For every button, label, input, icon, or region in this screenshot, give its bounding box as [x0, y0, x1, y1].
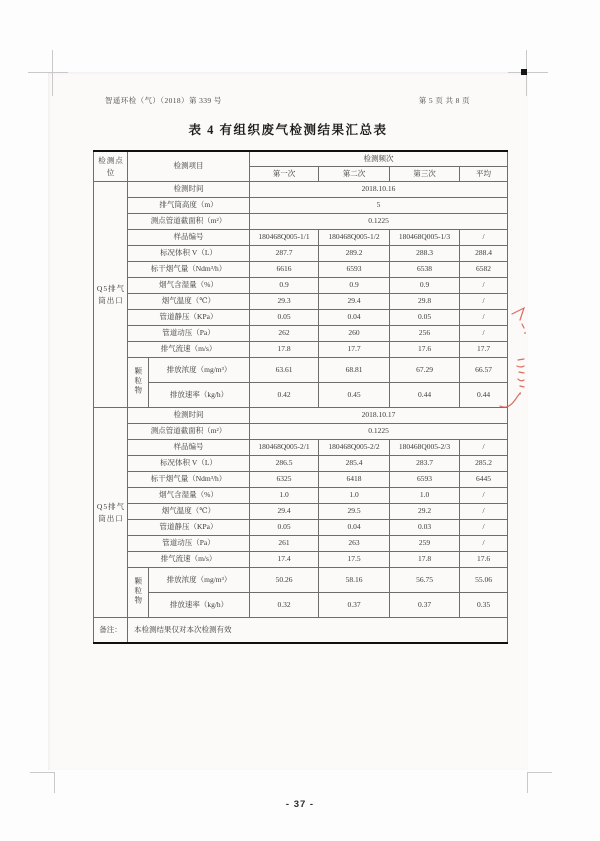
registration-mark [521, 69, 527, 75]
data-cell: 263 [319, 536, 390, 552]
data-cell: 0.04 [319, 310, 390, 326]
frequency-header-cell: 检测频次 [250, 151, 508, 167]
table-row [94, 568, 508, 593]
crop-mark [52, 50, 53, 96]
row-label: 标况体积 V（L） [128, 456, 250, 472]
sampling-location-cell: Q5排气筒出口 [94, 182, 128, 408]
page-indicator: 第 5 页 共 8 页 [418, 96, 470, 105]
data-cell: 0.03 [390, 520, 460, 536]
table-row [94, 278, 508, 294]
data-cell: 56.75 [390, 568, 460, 593]
data-cell: 0.05 [250, 310, 319, 326]
data-cell: 260 [319, 326, 390, 342]
row-label: 排放浓度（mg/m³） [149, 568, 250, 593]
data-cell: 6538 [390, 262, 460, 278]
row-label: 烟气含湿量（%） [128, 278, 250, 294]
data-cell: / [460, 536, 508, 552]
data-cell: / [460, 294, 508, 310]
data-cell: 285.2 [460, 456, 508, 472]
row-label: 样品编号 [128, 230, 250, 246]
crop-mark [54, 772, 55, 793]
page-number-footer: - 37 - [285, 799, 315, 810]
data-cell: 0.37 [390, 593, 460, 618]
row-label: 管道动压（Pa） [128, 536, 250, 552]
data-cell: 0.44 [390, 383, 460, 408]
table-row [94, 552, 508, 568]
row-value: 0.1225 [250, 214, 508, 230]
data-cell: 63.61 [250, 358, 319, 383]
table-row [94, 504, 508, 520]
col-header-average: 平均 [460, 167, 508, 182]
table-row [94, 536, 508, 552]
data-cell: 261 [250, 536, 319, 552]
crop-mark [28, 72, 68, 73]
remark-row [94, 618, 508, 644]
data-cell: 180468Q005-2/3 [390, 440, 460, 456]
table-row [94, 214, 508, 230]
crop-mark [527, 772, 552, 773]
row-value: 0.1225 [250, 424, 508, 440]
data-cell: / [460, 278, 508, 294]
row-label: 排放速率（kg/h） [149, 593, 250, 618]
crop-mark [527, 772, 528, 793]
data-cell: 50.26 [250, 568, 319, 593]
data-cell: 17.7 [460, 342, 508, 358]
data-cell: 29.3 [250, 294, 319, 310]
data-cell: 0.9 [319, 278, 390, 294]
table-row [94, 294, 508, 310]
particulate-group-cell: 颗粒物 [128, 568, 149, 618]
corner-header-cell: 检测点位 [94, 151, 128, 182]
table-row [94, 326, 508, 342]
data-cell: 0.05 [250, 520, 319, 536]
table-row [94, 262, 508, 278]
table-row [94, 440, 508, 456]
table-row [94, 488, 508, 504]
data-cell: 17.7 [319, 342, 390, 358]
remark-text: 本检测结果仅对本次检测有效 [128, 618, 508, 644]
row-label: 管道静压（KPa） [128, 520, 250, 536]
item-header-cell: 检测项目 [128, 151, 250, 182]
report-number: 智遥环检（气）（2018）第 339 号 [105, 96, 222, 105]
data-cell: / [460, 488, 508, 504]
page-title: 表 4 有组织废气检测结果汇总表 [188, 123, 388, 137]
data-cell: 58.16 [319, 568, 390, 593]
data-cell: 0.45 [319, 383, 390, 408]
table-row [94, 593, 508, 618]
data-cell: 288.3 [390, 246, 460, 262]
data-cell: 289.2 [319, 246, 390, 262]
data-cell: 17.8 [250, 342, 319, 358]
row-label: 排气筒高度（m） [128, 198, 250, 214]
table-row [94, 246, 508, 262]
table-header-row [94, 151, 508, 167]
data-cell: 0.37 [319, 593, 390, 618]
row-value: 5 [250, 198, 508, 214]
data-cell: 288.4 [460, 246, 508, 262]
col-header-first: 第一次 [250, 167, 319, 182]
data-cell: 17.8 [390, 552, 460, 568]
data-cell: 0.42 [250, 383, 319, 408]
row-label: 测点管道截面积（m²） [128, 424, 250, 440]
particulate-group-cell: 颗粒物 [128, 358, 149, 408]
row-label: 标干烟气量（Ndm³/h） [128, 262, 250, 278]
remark-label: 备注： [94, 618, 128, 644]
table-row [94, 456, 508, 472]
row-label: 测点管道截面积（m²） [128, 214, 250, 230]
data-cell: 0.44 [460, 383, 508, 408]
table-row [94, 358, 508, 383]
data-cell: 55.06 [460, 568, 508, 593]
data-cell: 6593 [319, 262, 390, 278]
row-label: 管道静压（KPa） [128, 310, 250, 326]
row-label: 样品编号 [128, 440, 250, 456]
table-row [94, 424, 508, 440]
col-header-second: 第二次 [319, 167, 390, 182]
data-cell: 6593 [390, 472, 460, 488]
red-pen-annotation [498, 300, 538, 412]
table-row [94, 472, 508, 488]
data-cell: 1.0 [390, 488, 460, 504]
data-cell: 0.35 [460, 593, 508, 618]
data-cell: 29.5 [319, 504, 390, 520]
data-cell: 0.05 [390, 310, 460, 326]
data-cell: / [460, 520, 508, 536]
data-cell: 256 [390, 326, 460, 342]
data-cell: 6582 [460, 262, 508, 278]
data-cell: 285.4 [319, 456, 390, 472]
data-cell: 180468Q005-2/1 [250, 440, 319, 456]
row-label: 标干烟气量（Ndm³/h） [128, 472, 250, 488]
data-cell: 180468Q005-2/2 [319, 440, 390, 456]
row-label: 排放速率（kg/h） [149, 383, 250, 408]
data-cell: 0.32 [250, 593, 319, 618]
data-cell: 1.0 [319, 488, 390, 504]
data-cell: 259 [390, 536, 460, 552]
data-cell: 6418 [319, 472, 390, 488]
data-cell: 17.5 [319, 552, 390, 568]
row-label: 排放浓度（mg/m³） [149, 358, 250, 383]
table-row [94, 383, 508, 408]
row-label: 排气流速（m/s） [128, 342, 250, 358]
data-cell: 0.9 [390, 278, 460, 294]
table-row [94, 182, 508, 198]
data-cell: 29.4 [250, 504, 319, 520]
data-cell: 17.6 [460, 552, 508, 568]
data-cell: 29.2 [390, 504, 460, 520]
row-label: 标况体积 V（L） [128, 246, 250, 262]
col-header-third: 第三次 [390, 167, 460, 182]
data-cell: / [460, 504, 508, 520]
data-cell: 29.8 [390, 294, 460, 310]
data-cell: 286.5 [250, 456, 319, 472]
table-row [94, 520, 508, 536]
data-cell: 1.0 [250, 488, 319, 504]
data-cell: 180468Q005-1/1 [250, 230, 319, 246]
row-label: 烟气含湿量（%） [128, 488, 250, 504]
data-cell: / [460, 326, 508, 342]
data-cell: 6325 [250, 472, 319, 488]
data-cell: 17.6 [390, 342, 460, 358]
table-row [94, 408, 508, 424]
row-label: 检测时间 [128, 182, 250, 198]
data-cell: 0.04 [319, 520, 390, 536]
row-label: 排气流速（m/s） [128, 552, 250, 568]
table-row [94, 198, 508, 214]
data-cell: 180468Q005-1/2 [319, 230, 390, 246]
data-cell: / [460, 230, 508, 246]
table-row [94, 310, 508, 326]
sampling-location-cell: Q5排气筒出口 [94, 408, 128, 618]
results-table [93, 150, 508, 644]
data-cell: / [460, 440, 508, 456]
data-cell: 180468Q005-1/3 [390, 230, 460, 246]
row-label: 烟气温度（℃） [128, 294, 250, 310]
data-cell: 0.9 [250, 278, 319, 294]
table-row [94, 230, 508, 246]
data-cell: / [460, 310, 508, 326]
data-cell: 6445 [460, 472, 508, 488]
data-cell: 66.57 [460, 358, 508, 383]
row-label: 检测时间 [128, 408, 250, 424]
crop-mark [30, 772, 54, 773]
row-value: 2018.10.17 [250, 408, 508, 424]
row-value: 2018.10.16 [250, 182, 508, 198]
row-label: 烟气温度（℃） [128, 504, 250, 520]
data-cell: 262 [250, 326, 319, 342]
crop-mark [508, 72, 548, 73]
data-cell: 29.4 [319, 294, 390, 310]
data-cell: 283.7 [390, 456, 460, 472]
data-cell: 6616 [250, 262, 319, 278]
data-cell: 68.81 [319, 358, 390, 383]
row-label: 管道动压（Pa） [128, 326, 250, 342]
data-cell: 67.29 [390, 358, 460, 383]
data-cell: 287.7 [250, 246, 319, 262]
data-cell: 17.4 [250, 552, 319, 568]
table-row [94, 342, 508, 358]
